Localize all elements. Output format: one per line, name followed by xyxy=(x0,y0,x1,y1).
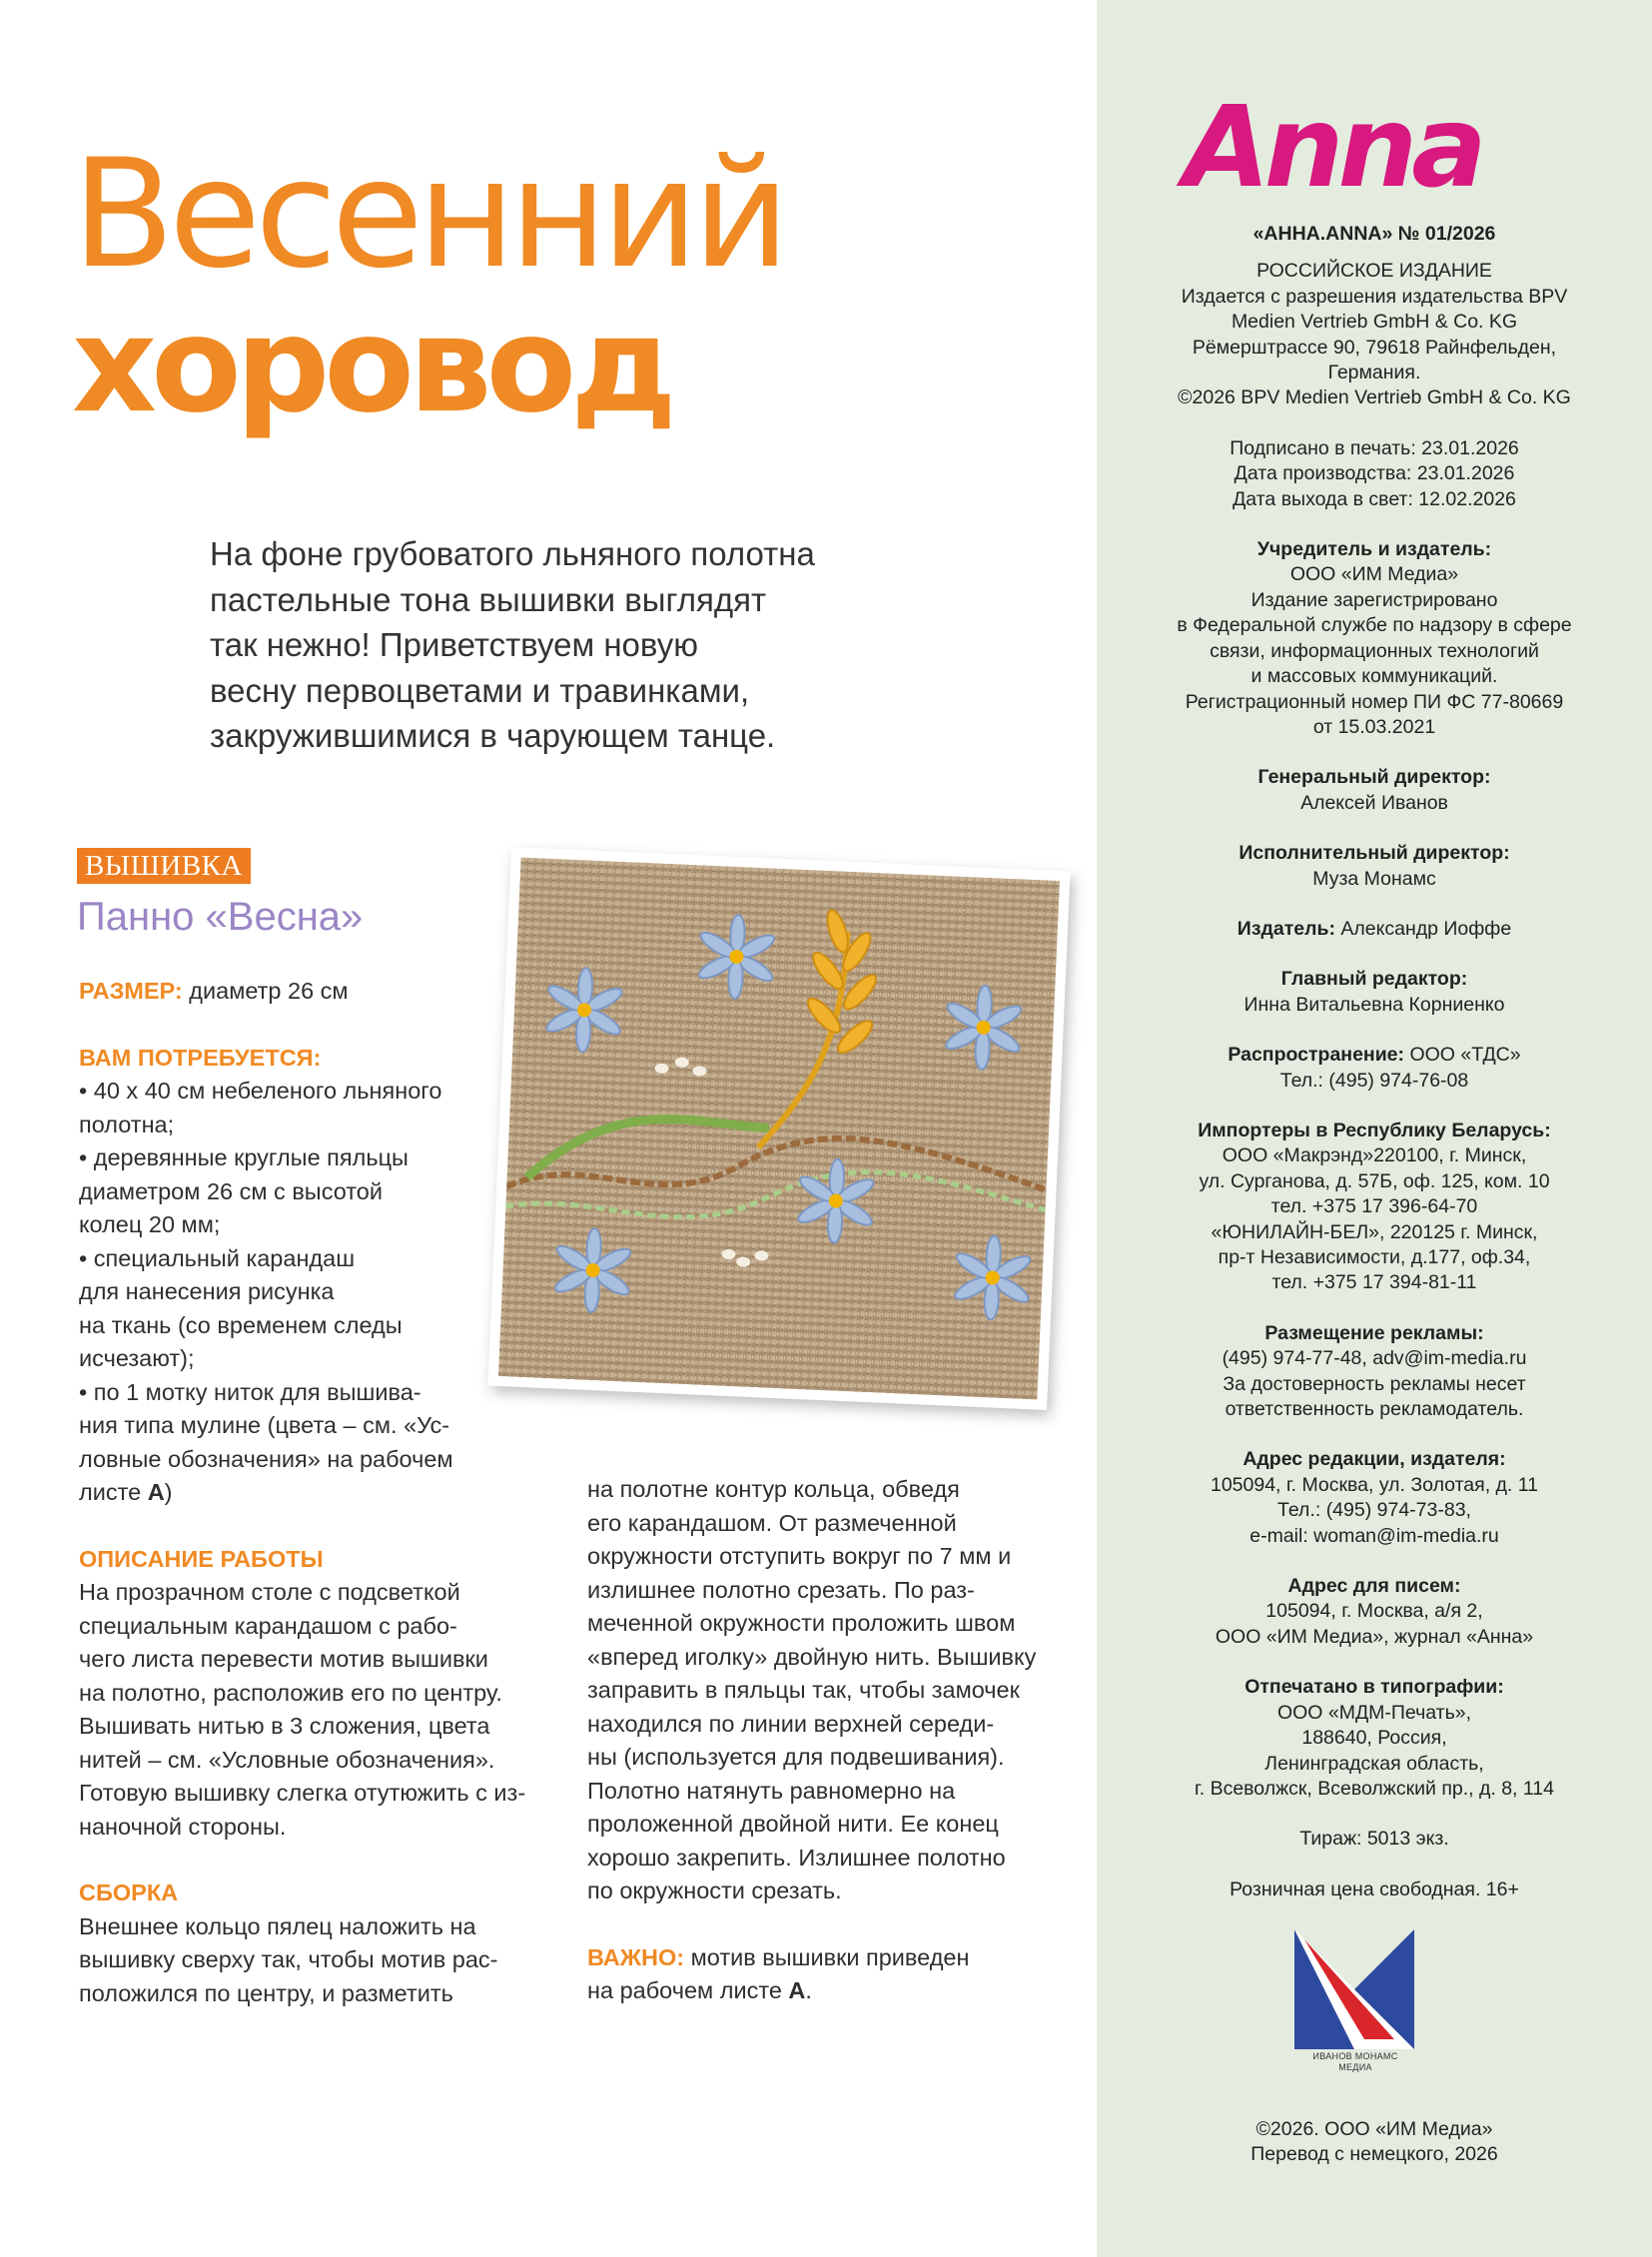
imprint-line: Отпечатано в типографии: xyxy=(1244,1676,1504,1699)
right-column xyxy=(587,1473,1077,2008)
assembly-line: проложенной двойной нити. Ее конец xyxy=(587,1811,999,1837)
needs-line: ловные обозначения» на рабочем xyxy=(79,1445,453,1472)
needs-heading: ВАМ ПОТРЕБУЕТСЯ: xyxy=(79,1044,322,1071)
assembly-line: находился по линии верхней середи- xyxy=(587,1710,995,1737)
intro-paragraph xyxy=(210,531,969,759)
category-tag: ВЫШИВКА xyxy=(77,848,251,884)
needs-line: исчезают); xyxy=(79,1345,195,1371)
imprint-line: Ленинградская область, xyxy=(1264,1752,1484,1775)
imprint-line: ООО «Макрэнд»220100, г. Минск, xyxy=(1222,1144,1527,1167)
imprint-line: в Федеральной службе по надзору в сфере xyxy=(1177,614,1572,637)
footer-line: ©2026. ООО «ИМ Медиа» xyxy=(1255,2118,1493,2140)
publisher-logo-caption: ИВАНОВ МОНАМС МЕДИА xyxy=(1312,2051,1398,2072)
imprint-line: от 15.03.2021 xyxy=(1312,715,1436,738)
imprint-line: тел. +375 17 396-64-70 xyxy=(1270,1195,1478,1218)
footer-line: Перевод с немецкого, 2026 xyxy=(1250,2143,1498,2166)
imprint-line: ©2026 BPV Medien Vertrieb GmbH & Co. KG xyxy=(1178,386,1571,409)
imprint-line: Рёмерштрассе 90, 79618 Райнфельден, xyxy=(1192,336,1557,359)
imprint-line: «АННА.ANNA» № 01/2026 xyxy=(1252,223,1496,245)
assembly-line: на полотне контур кольца, обведя xyxy=(587,1476,960,1502)
needs-line: диаметром 26 см с высотой xyxy=(79,1177,383,1204)
title-line-1: Весенний xyxy=(72,128,785,302)
imprint-line: пр-т Независимости, д.177, оф.34, xyxy=(1218,1246,1531,1268)
imprint-line: ООО «ИМ Медиа», журнал «Анна» xyxy=(1215,1625,1534,1648)
imprint-line: Алексей Иванов xyxy=(1300,791,1448,814)
imprint-line: Размещение рекламы: xyxy=(1264,1321,1484,1344)
imprint-line: ул. Сурганова, д. 57Б, оф. 125, ком. 10 xyxy=(1199,1169,1550,1192)
imprint-line: Тел.: (495) 974-76-08 xyxy=(1279,1069,1469,1092)
assembly-line: положился по центру, и разметить xyxy=(79,1979,453,2006)
embroidery-illustration xyxy=(498,857,1060,1399)
assembly-line: Внешнее кольцо пялец наложить на xyxy=(79,1912,476,1939)
imprint-line: ООО «ИМ Медиа» xyxy=(1289,563,1459,586)
imprint-line: e-mail: woman@im-media.ru xyxy=(1249,1524,1499,1547)
needs-line: • деревянные круглые пяльцы xyxy=(79,1144,409,1170)
imprint-line: Подписано в печать: 23.01.2026 xyxy=(1230,436,1519,459)
important-line: ВАЖНО: мотив вышивки приведен xyxy=(587,1943,970,1970)
assembly-heading: СБОРКА xyxy=(79,1880,179,1905)
magazine-logo: Anna xyxy=(1184,83,1481,213)
imprint-line: 188640, Россия, xyxy=(1301,1727,1447,1750)
work-line: на полотно, расположив его по центру. xyxy=(79,1679,502,1706)
intro-line: пастельные тона вышивки выглядят xyxy=(210,580,767,618)
intro-line: закружившимися в чарующем танце. xyxy=(210,717,776,754)
assembly-line: заправить в пяльцы так, чтобы замочек xyxy=(587,1677,1020,1703)
imprint-line: ООО «МДМ-Печать», xyxy=(1276,1701,1472,1724)
size-label: РАЗМЕР: xyxy=(79,978,183,1004)
work-line: специальным карандашом с рабо- xyxy=(79,1612,457,1639)
publisher-logo-icon xyxy=(1294,1929,1414,2049)
imprint-line: (495) 974-77-48, adv@im-media.ru xyxy=(1222,1347,1527,1370)
imprint-line: 105094, г. Москва, а/я 2, xyxy=(1265,1600,1483,1623)
needs-line: • по 1 мотку ниток для вышива- xyxy=(79,1378,421,1405)
assembly-line: Полотно натянуть равномерно на xyxy=(587,1777,956,1804)
imprint-line: Учредитель и издатель: xyxy=(1256,538,1492,561)
assembly-line: окружности отступить вокруг по 7 мм и xyxy=(587,1543,1012,1569)
imprint-line: Medien Vertrieb GmbH & Co. KG xyxy=(1231,311,1518,334)
important-line-2: на рабочем листе А. xyxy=(587,1977,812,2003)
imprint-line: Дата производства: 23.01.2026 xyxy=(1234,462,1515,485)
intro-line: На фоне грубоватого льняного полотна xyxy=(210,535,815,572)
intro-line: так нежно! Приветствуем новую xyxy=(210,626,698,663)
imprint-line: За достоверность рекламы несет xyxy=(1223,1372,1526,1395)
assembly-line: вышивку сверху так, чтобы мотив рас- xyxy=(79,1946,498,1972)
work-line: чего листа перевести мотив вышивки xyxy=(79,1646,488,1672)
left-column xyxy=(79,975,568,2010)
imprint-line: Издается с разрешения издательства BPV xyxy=(1181,285,1568,308)
work-line: Готовую вышивку слегка отутюжить с из- xyxy=(79,1780,526,1806)
imprint-line: Розничная цена свободная. 16+ xyxy=(1230,1878,1519,1900)
imprint-line: Дата выхода в свет: 12.02.2026 xyxy=(1233,487,1516,510)
needs-last-line: листе А) xyxy=(79,1479,173,1505)
work-line: нитей – см. «Условные обозначения». xyxy=(79,1746,495,1773)
intro-line: весну первоцветами и травинками, xyxy=(210,671,750,709)
important-label: ВАЖНО: xyxy=(587,1943,685,1970)
imprint-line: связи, информационных технологий xyxy=(1210,639,1539,662)
assembly-line: по окружности срезать. xyxy=(587,1878,842,1903)
imprint-line: Германия. xyxy=(1327,362,1421,384)
needs-line: для нанесения рисунка xyxy=(79,1278,335,1304)
assembly-line: излишнее полотно срезать. По раз- xyxy=(587,1576,975,1603)
needs-line: • специальный карандаш xyxy=(79,1244,356,1271)
needs-line: полотна; xyxy=(79,1111,175,1137)
work-line: Вышивать нитью в 3 сложения, цвета xyxy=(79,1713,490,1739)
imprint-line: Тираж: 5013 экз. xyxy=(1299,1828,1449,1851)
imprint-line: Инна Витальевна Корниенко xyxy=(1243,993,1505,1016)
imprint-line: Издатель: Александр Иоффе xyxy=(1237,917,1512,940)
imprint-line: Тел.: (495) 974-73-83, xyxy=(1277,1499,1471,1522)
imprint-line: Издание зарегистрировано xyxy=(1250,588,1498,611)
imprint-footer xyxy=(1107,2117,1642,2168)
imprint-line: РОССИЙСКОЕ ИЗДАНИЕ xyxy=(1256,260,1492,283)
imprint-line: Генеральный директор: xyxy=(1257,766,1491,789)
title-line-2: хоровод xyxy=(72,289,671,442)
imprint-line: тел. +375 17 394-81-11 xyxy=(1271,1271,1477,1294)
needs-line: ния типа мулине (цвета – см. «Ус- xyxy=(79,1412,450,1438)
needs-line: колец 20 мм; xyxy=(79,1211,221,1237)
imprint-line: Исполнительный директор: xyxy=(1239,842,1510,865)
assembly-line: меченной окружности проложить швом xyxy=(587,1610,1016,1636)
assembly-text-left xyxy=(79,1910,568,2011)
imprint-line: Адрес для писем: xyxy=(1287,1575,1461,1598)
imprint-line: и массовых коммуникаций. xyxy=(1250,665,1498,688)
work-description xyxy=(79,1576,568,1844)
size-line xyxy=(79,975,568,1009)
project-title: Панно «Весна» xyxy=(77,895,364,939)
imprint-line: Главный редактор: xyxy=(1280,968,1468,991)
imprint-line: Импортеры в Республику Беларусь: xyxy=(1198,1119,1551,1141)
assembly-line: «вперед иголку» двойную нить. Вышивку xyxy=(587,1643,1037,1670)
needs-line: на ткань (со временем следы xyxy=(79,1311,403,1338)
imprint-line: г. Всеволжск, Всеволжский пр., д. 8, 114 xyxy=(1195,1777,1554,1800)
assembly-line: ны (используется для подвешивания). xyxy=(587,1744,1005,1770)
assembly-line: его карандашом. От размеченной xyxy=(587,1509,957,1536)
embroidery-photo xyxy=(487,847,1070,1410)
imprint-line: Распространение: ООО «ТДС» xyxy=(1228,1044,1521,1067)
imprint-line: Регистрационный номер ПИ ФС 77-80669 xyxy=(1185,690,1564,713)
work-heading: ОПИСАНИЕ РАБОТЫ xyxy=(79,1545,324,1572)
imprint-line: 105094, г. Москва, ул. Золотая, д. 11 xyxy=(1210,1473,1539,1496)
imprint-line: Адрес редакции, издателя: xyxy=(1242,1448,1506,1471)
assembly-text-right xyxy=(587,1473,1077,1908)
assembly-line: хорошо закрепить. Излишнее полотно xyxy=(587,1844,1006,1871)
imprint-text xyxy=(1107,222,1642,1902)
imprint-line: «ЮНИЛАЙН-БЕЛ», 220125 г. Минск, xyxy=(1211,1220,1538,1243)
size-value: диаметр 26 см xyxy=(182,978,349,1004)
work-line: На прозрачном столе с подсветкой xyxy=(79,1579,460,1605)
imprint-line: Муза Монамс xyxy=(1312,867,1436,890)
work-line: наночной стороны. xyxy=(79,1813,287,1840)
needs-line: • 40 х 40 см небеленого льняного xyxy=(79,1078,442,1104)
needs-list xyxy=(79,1075,568,1476)
imprint-line: ответственность рекламодатель. xyxy=(1225,1398,1524,1421)
